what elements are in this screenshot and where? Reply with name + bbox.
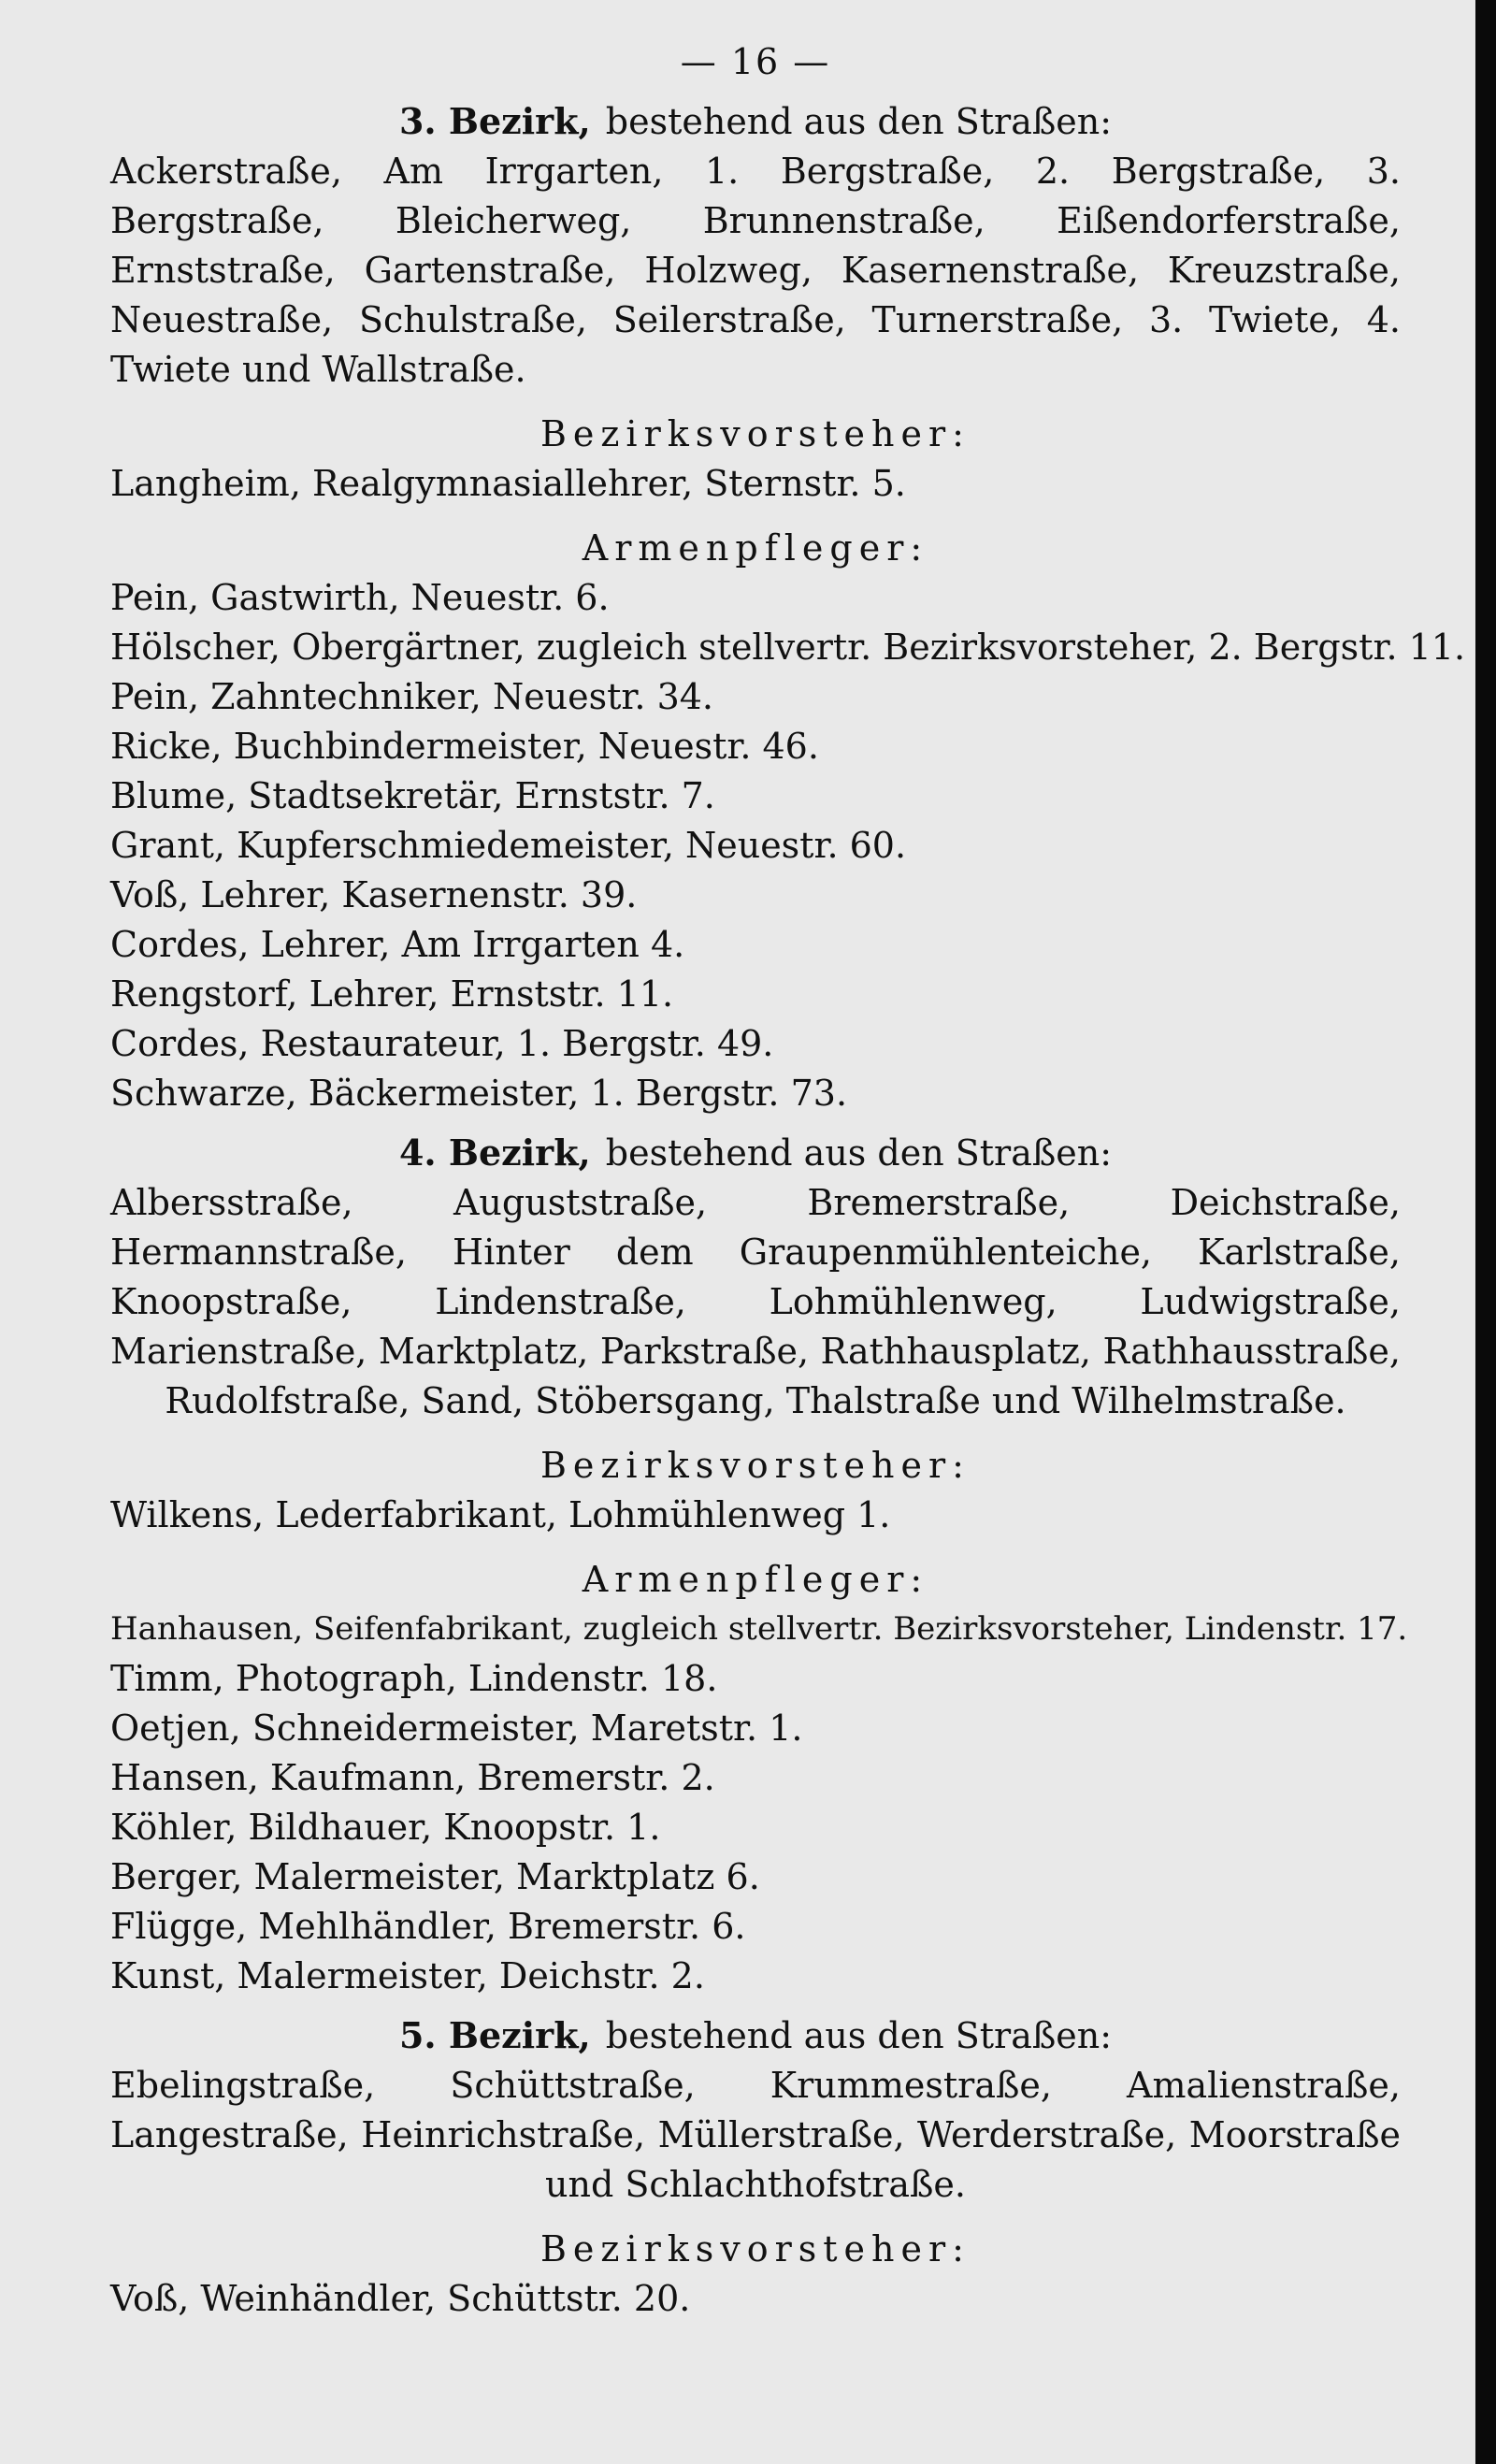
armenpfleger-entry: Kunst, Malermeister, Deichstr. 2. <box>110 1955 705 1996</box>
bezirk-number: 3. Bezirk, <box>398 100 591 142</box>
street-list: Ackerstraße, Am Irrgarten, 1. Bergstraße, 2. Bergstraße, 3. Bergstraße, Bleicherweg, Brunnenstraße, Eißendorferstraße, Ernststraße, Gartenstraße, Holzweg, Kasernenstraße, Kreuzstraße, Neuestraße, Schulstraße, Seilerstraße, Turnerstraße, 3. Twiete, 4. Twiete und Wallstraße. <box>110 151 1401 390</box>
vorsteher-entry: Langheim, Realgymnasiallehrer, Sternstr. 5. <box>110 463 906 504</box>
bezirk-heading-text: bestehend aus den Straßen: <box>605 1132 1113 1174</box>
armenpfleger-entry: Blume, Stadtsekretär, Ernststr. 7. <box>110 775 715 816</box>
section-bezirk-4 <box>110 1128 1408 2001</box>
armenpfleger-entry: Pein, Zahntechniker, Neuestr. 34. <box>110 676 713 717</box>
vorsteher-entry: Voß, Weinhändler, Schüttstr. 20. <box>110 2278 691 2319</box>
section-bezirk-5 <box>110 2010 1401 2324</box>
vorsteher-entry: Wilkens, Lederfabrikant, Lohmühlenweg 1. <box>110 1494 891 1535</box>
armenpfleger-entry: Flügge, Mehlhändler, Bremerstr. 6. <box>110 1906 746 1947</box>
bezirk-heading-text: bestehend aus den Straßen: <box>605 101 1113 142</box>
bezirk-number: 4. Bezirk, <box>398 1131 591 1174</box>
armenpfleger-entry: Ricke, Buchbindermeister, Neuestr. 46. <box>110 726 819 767</box>
page-content <box>110 37 1466 2324</box>
armenpfleger-entry: Hansen, Kaufmann, Bremerstr. 2. <box>110 1757 715 1798</box>
bezirk-heading-text: bestehend aus den Straßen: <box>605 2015 1113 2056</box>
bezirk-heading <box>110 1128 1401 1178</box>
street-list: Albersstraße, Auguststraße, Bremerstraße, Deichstraße, Hermannstraße, Hinter dem Graupenmühlenteiche, Karlstraße, Knoopstraße, Lindenstraße, Lohmühlenweg, Ludwigstraße, Marienstraße, Marktplatz, Parkstraße, Rathhausplatz, Rathhausstraße, Rudolfstraße, Sand, Stöbersgang, Thalstraße und Wilhelmstraße. <box>110 1182 1401 1421</box>
street-list: Ebelingstraße, Schüttstraße, Krummestraße, Amalienstraße, Langestraße, Heinrichstraße, Müllerstraße, Werderstraße, Moorstraße und Schlachthofstraße. <box>110 2065 1401 2205</box>
armenpfleger-entry: Hölscher, Obergärtner, zugleich stellvertr. Bezirksvorsteher, 2. Bergstr. 11. <box>110 627 1466 668</box>
armenpfleger-list <box>110 1605 1408 2001</box>
armenpfleger-entry: Pein, Gastwirth, Neuestr. 6. <box>110 577 610 618</box>
armenpfleger-entry: Voß, Lehrer, Kasernenstr. 39. <box>110 874 638 915</box>
armenpfleger-list <box>110 573 1466 1118</box>
vorsteher-label: Bezirksvorsteher: <box>540 1445 971 1486</box>
bezirk-heading <box>110 96 1401 147</box>
armenpfleger-entry: Grant, Kupferschmiedemeister, Neuestr. 60. <box>110 825 907 866</box>
armenpfleger-label: Armenpfleger: <box>582 1559 929 1600</box>
armenpfleger-entry: Rengstorf, Lehrer, Ernststr. 11. <box>110 973 674 1015</box>
section-bezirk-3 <box>110 96 1466 1118</box>
bezirk-number: 5. Bezirk, <box>398 2014 591 2056</box>
page-number: — 16 — <box>680 41 831 82</box>
armenpfleger-entry: Cordes, Lehrer, Am Irrgarten 4. <box>110 924 685 965</box>
armenpfleger-entry: Köhler, Bildhauer, Knoopstr. 1. <box>110 1807 661 1848</box>
armenpfleger-entry: Hanhausen, Seifenfabrikant, zugleich stellvertr. Bezirksvorsteher, Lindenstr. 17. <box>110 1610 1408 1648</box>
scan-edge <box>1475 0 1496 2464</box>
armenpfleger-entry: Berger, Malermeister, Marktplatz 6. <box>110 1856 760 1897</box>
armenpfleger-entry: Timm, Photograph, Lindenstr. 18. <box>110 1658 718 1699</box>
vorsteher-label: Bezirksvorsteher: <box>540 2228 971 2269</box>
armenpfleger-label: Armenpfleger: <box>582 527 929 569</box>
armenpfleger-entry: Cordes, Restaurateur, 1. Bergstr. 49. <box>110 1023 774 1064</box>
vorsteher-label: Bezirksvorsteher: <box>540 413 971 454</box>
armenpfleger-entry: Schwarze, Bäckermeister, 1. Bergstr. 73. <box>110 1073 848 1114</box>
armenpfleger-entry: Oetjen, Schneidermeister, Maretstr. 1. <box>110 1708 803 1749</box>
bezirk-heading <box>110 2010 1401 2061</box>
